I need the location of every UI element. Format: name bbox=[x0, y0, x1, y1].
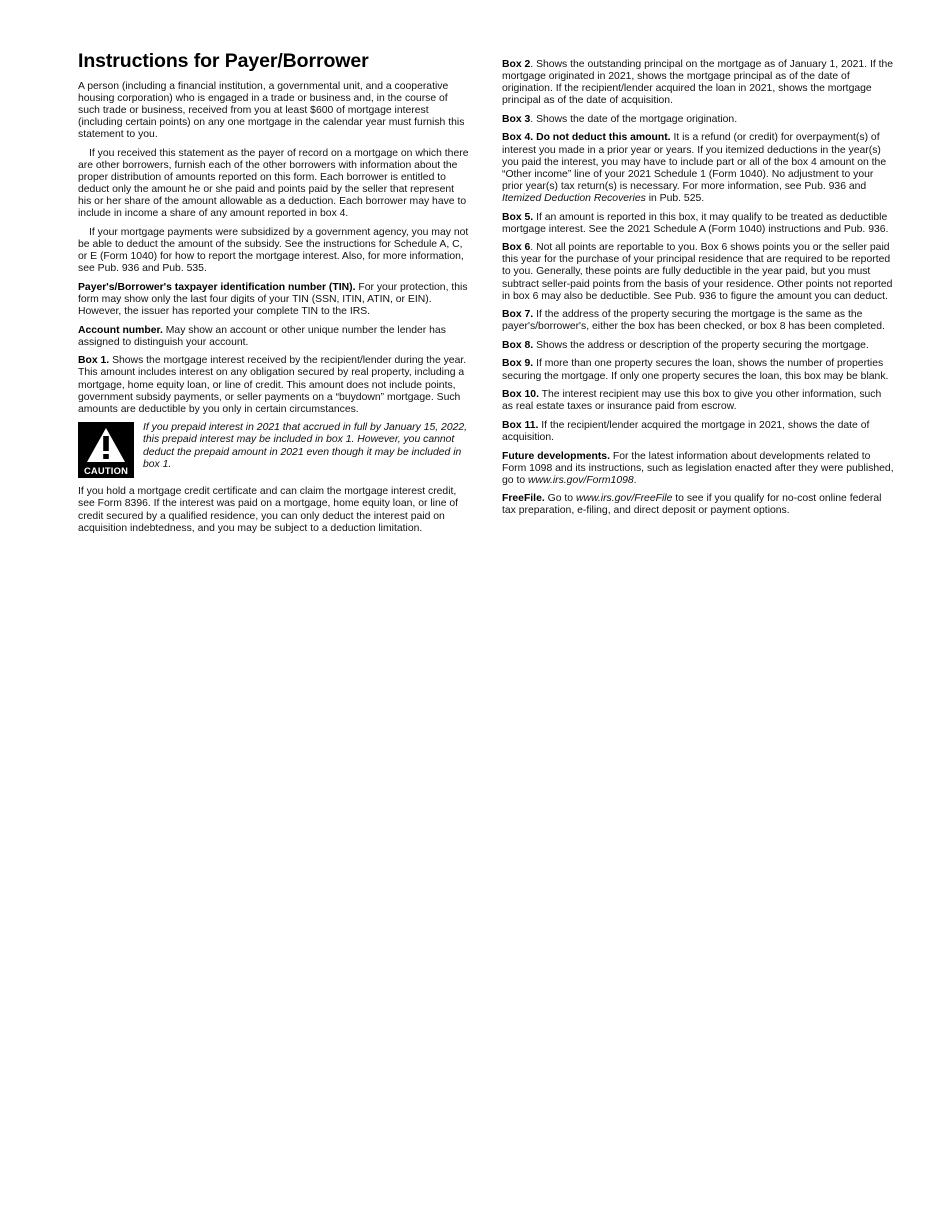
box9-paragraph bbox=[502, 358, 894, 382]
box11-heading: Box 11. bbox=[502, 419, 539, 431]
box8-text: Shows the address or description of the property securing the mortgage. bbox=[533, 339, 869, 351]
box5-text: If an amount is reported in this box, it may qualify to be treated as deductible mortgage interest. See the 2021 Schedule A (Form 1040) instructions and Pub. 936. bbox=[502, 211, 889, 235]
caution-icon bbox=[78, 422, 134, 478]
box2-heading: Box 2 bbox=[502, 59, 531, 70]
box3-text: . Shows the date of the mortgage origination. bbox=[530, 113, 738, 125]
box4-italic-text: Itemized Deduction Recoveries bbox=[502, 192, 646, 204]
freefile-paragraph bbox=[502, 493, 894, 517]
box4-text-end: in Pub. 525. bbox=[645, 192, 705, 204]
freefile-text: Go to bbox=[544, 493, 576, 505]
tin-text: For your protection, this form may show only the last four digits of your TIN (SSN, ITIN, ATIN, or EIN). However, the issuer has reported your complete TIN to the IRS. bbox=[78, 281, 468, 318]
box1-text: Shows the mortgage interest received by the recipient/lender during the year. This amount includes interest on any obligation secured by real property, including a mortgage, home equity loan, or line of credit. This amount does not include points, government subsidy payments, or seller payments on a “buydown” mortgage. Such amounts are deductible by you only in certain circumstances. bbox=[78, 355, 467, 415]
account-number-heading: Account number. bbox=[78, 324, 163, 336]
box6-paragraph bbox=[502, 242, 894, 302]
box6-heading: Box 6 bbox=[502, 242, 531, 254]
tin-heading: Payer's/Borrower's taxpayer identification number (TIN). bbox=[78, 281, 356, 293]
intro-paragraph: A person (including a financial institution, a governmental unit, and a cooperative housing corporation) who is engaged in a trade or business and, in the course of such trade or business, received from you at least $600 of mortgage interest (including certain points) on any one mortgage in the calendar year must furnish this statement to you. bbox=[78, 81, 465, 141]
box8-paragraph bbox=[502, 340, 894, 352]
tin-paragraph bbox=[78, 282, 470, 318]
box4-text: It is a refund (or credit) for overpayment(s) of interest you made in a prior year or years. If you itemized deductions in the year(s) you paid the interest, you may have to include part or all of the box 4 amount on the “Other income” line of your 2021 Schedule 1 (Form 1040). No adjustment to your prior year(s) tax return(s) is necessary. For more information, see Pub. 936 and bbox=[502, 132, 887, 192]
box1-paragraph bbox=[78, 355, 470, 415]
freefile-url: www.irs.gov/FreeFile bbox=[575, 493, 673, 505]
box2-text: . Shows the outstanding principal on the mortgage as of January 1, 2021. If the mortgage originated in 2021, shows the mortgage principal as of the date of origination. If the recipient/lender acquired the loan in 2021, shows the mortgage principal as of the date of acquisition. bbox=[502, 59, 894, 107]
page-title: Instructions for Payer/Borrower bbox=[78, 50, 369, 72]
future-developments-text: For the latest information about developments related to Form 1098 and its instructions, such as legislation enacted after they were published, go to bbox=[502, 450, 894, 486]
box7-heading: Box 7. bbox=[502, 309, 534, 321]
box4-paragraph bbox=[502, 132, 894, 205]
box11-text: If the recipient/lender acquired the mortgage in 2021, shows the date of acquisition. bbox=[502, 419, 870, 443]
left-column bbox=[78, 81, 470, 541]
caution-text: If you prepaid interest in 2021 that accrued in full by January 15, 2022, this prepaid interest may be included in box 1. However, you cannot deduct the prepaid amount in 2021 even though it may be included in box 1. bbox=[143, 422, 468, 470]
future-developments-paragraph bbox=[502, 451, 894, 487]
box7-text: If the address of the property securing the mortgage is the same as the payer's/borrower's, either the box has been checked, or box 8 has been completed. bbox=[502, 309, 885, 333]
freefile-text-end: to see if you qualify for no-cost online federal tax preparation, e-filing, and direct deposit or payment options. bbox=[502, 493, 882, 517]
caution-note bbox=[78, 422, 470, 478]
future-developments-end: . bbox=[633, 474, 637, 486]
box10-heading: Box 10. bbox=[502, 389, 539, 401]
freefile-heading: FreeFile. bbox=[502, 493, 545, 505]
box8-heading: Box 8. bbox=[502, 339, 534, 351]
box9-text: If more than one property secures the loan, shows the number of properties securing the mortgage. If only one property secures the loan, this box may be blank. bbox=[502, 358, 889, 382]
subsidy-paragraph: If your mortgage payments were subsidized by a government agency, you may not be able to deduct the amount of the subsidy. See the instructions for Schedule A, C, or E (Form 1040) for how to report the mortgage interest. Also, for more information, see Pub. 936 and Pub. 535. bbox=[78, 227, 469, 275]
box6-text: . Not all points are reportable to you. Box 6 shows points you or the seller paid this year for the purchase of your principal residence that are required to be reported to you. Generally, these points are fully deductible in the year paid, but you must subtract seller-paid points from the basis of your residence. Other points not reported in box 6 may also be deductible. See Pub. 936 to figure the amount you can deduct. bbox=[502, 242, 893, 302]
box4-heading: Box 4. Do not deduct this amount. bbox=[502, 132, 671, 144]
form1098-url: www.irs.gov/Form1098 bbox=[528, 474, 634, 486]
box10-text: The interest recipient may use this box to give you other information, such as real estate taxes or insurance paid from escrow. bbox=[502, 389, 882, 413]
right-column bbox=[502, 59, 894, 541]
account-number-text: May show an account or other unique number the lender has assigned to distinguish your account. bbox=[78, 324, 446, 348]
box5-heading: Box 5. bbox=[502, 211, 534, 223]
other-borrowers-paragraph: If you received this statement as the payer of record on a mortgage on which there are other borrowers, furnish each of the other borrowers with information about the proper distribution of amounts reported on this form. Each borrower is entitled to deduct only the amount he or she paid and points paid by the seller that represent his or her share of the amount allowable as a deduction. Each borrower may have to include in income a share of any amount reported in box 4. bbox=[78, 147, 469, 220]
warning-triangle-icon bbox=[85, 426, 127, 464]
box3-heading: Box 3 bbox=[502, 113, 531, 125]
box7-paragraph bbox=[502, 309, 894, 333]
box9-heading: Box 9. bbox=[502, 358, 534, 370]
account-number-paragraph bbox=[78, 325, 470, 349]
instructions-page bbox=[78, 50, 894, 541]
mortgage-credit-paragraph: If you hold a mortgage credit certificate and can claim the mortgage interest credit, see Form 8396. If the interest was paid on a mortgage, home equity loan, or line of credit secured by a qualified residence, you can only deduct the interest paid on acquisition indebtedness, and you may be subject to a deduction limitation. bbox=[78, 486, 459, 534]
box2-paragraph bbox=[502, 59, 894, 107]
box1-heading: Box 1. bbox=[78, 355, 110, 367]
box5-paragraph bbox=[502, 212, 894, 236]
future-developments-heading: Future developments. bbox=[502, 450, 610, 462]
caution-label: CAUTION bbox=[83, 465, 129, 477]
box11-paragraph bbox=[502, 420, 894, 444]
box3-paragraph bbox=[502, 114, 894, 126]
box10-paragraph bbox=[502, 389, 894, 413]
